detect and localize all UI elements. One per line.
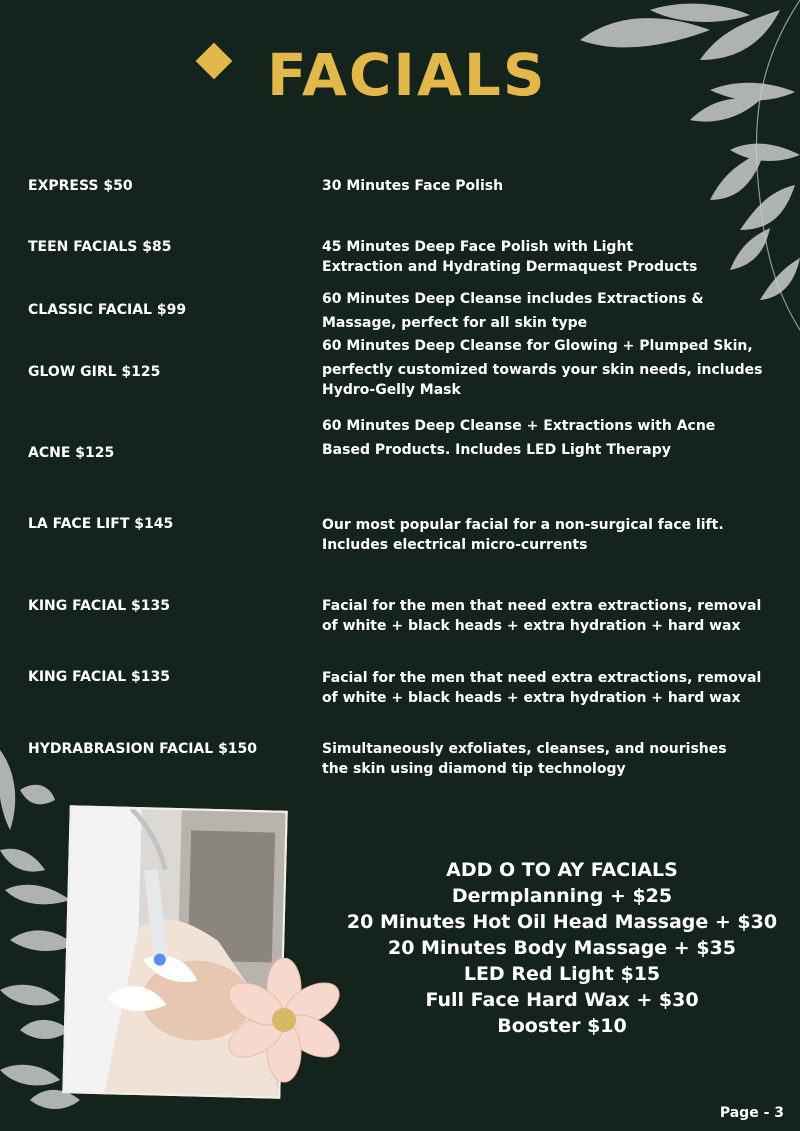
service-name: ACNE $125 [28,445,115,461]
service-name: LA FACE LIFT $145 [28,516,174,532]
addons-heading: ADD O TO AY FACIALS [446,859,678,881]
service-description: 30 Minutes Face Polish [322,178,504,194]
addon-item: 20 Minutes Hot Oil Head Massage + $30 [346,911,778,933]
service-description: Facial for the men that need extra extractions, removal of white + black heads + extra hydration + hard wax [322,670,762,706]
page-header [195,40,575,110]
service-name: TEEN FACIALS $85 [28,239,172,255]
service-name: GLOW GIRL $125 [28,364,161,380]
service-description: 45 Minutes Deep Face Polish with Light Extraction and Hydrating Dermaquest Products [322,239,698,275]
service-description: 60 Minutes Deep Cleanse for Glowing + Plumped Skin, perfectly customized towards your skin needs, includes Hydro-Gelly Mask [322,338,763,398]
addons-list [330,857,794,1039]
flower-decoration [222,958,347,1083]
service-name: HYDRABRASION FACIAL $150 [28,741,258,757]
page-number: Page - 3 [719,1105,784,1121]
addon-item: Dermplanning + $25 [451,885,673,907]
addon-item: Full Face Hard Wax + $30 [425,989,699,1011]
addon-item: LED Red Light $15 [463,963,661,985]
addon-item: 20 Minutes Body Massage + $35 [387,937,737,959]
service-description: Facial for the men that need extra extractions, removal of white + black heads + extra hydration + hard wax [322,598,762,634]
addon-item: Booster $10 [497,1015,627,1037]
service-description: Our most popular facial for a non-surgical face lift. Includes electrical micro-currents [322,517,724,553]
service-name: CLASSIC FACIAL $99 [28,302,187,318]
service-name: KING FACIAL $135 [28,598,171,614]
service-name: KING FACIAL $135 [28,669,171,685]
service-description: 60 Minutes Deep Cleanse includes Extractions & Massage, perfect for all skin type [322,291,704,331]
page-title: FACIALS [267,41,547,109]
service-name: EXPRESS $50 [28,178,133,194]
diamond-icon [196,43,233,80]
service-description: 60 Minutes Deep Cleanse + Extractions with Acne Based Products. Includes LED Light Therapy [322,418,716,458]
service-description: Simultaneously exfoliates, cleanses, and nourishes the skin using diamond tip technology [322,741,727,777]
